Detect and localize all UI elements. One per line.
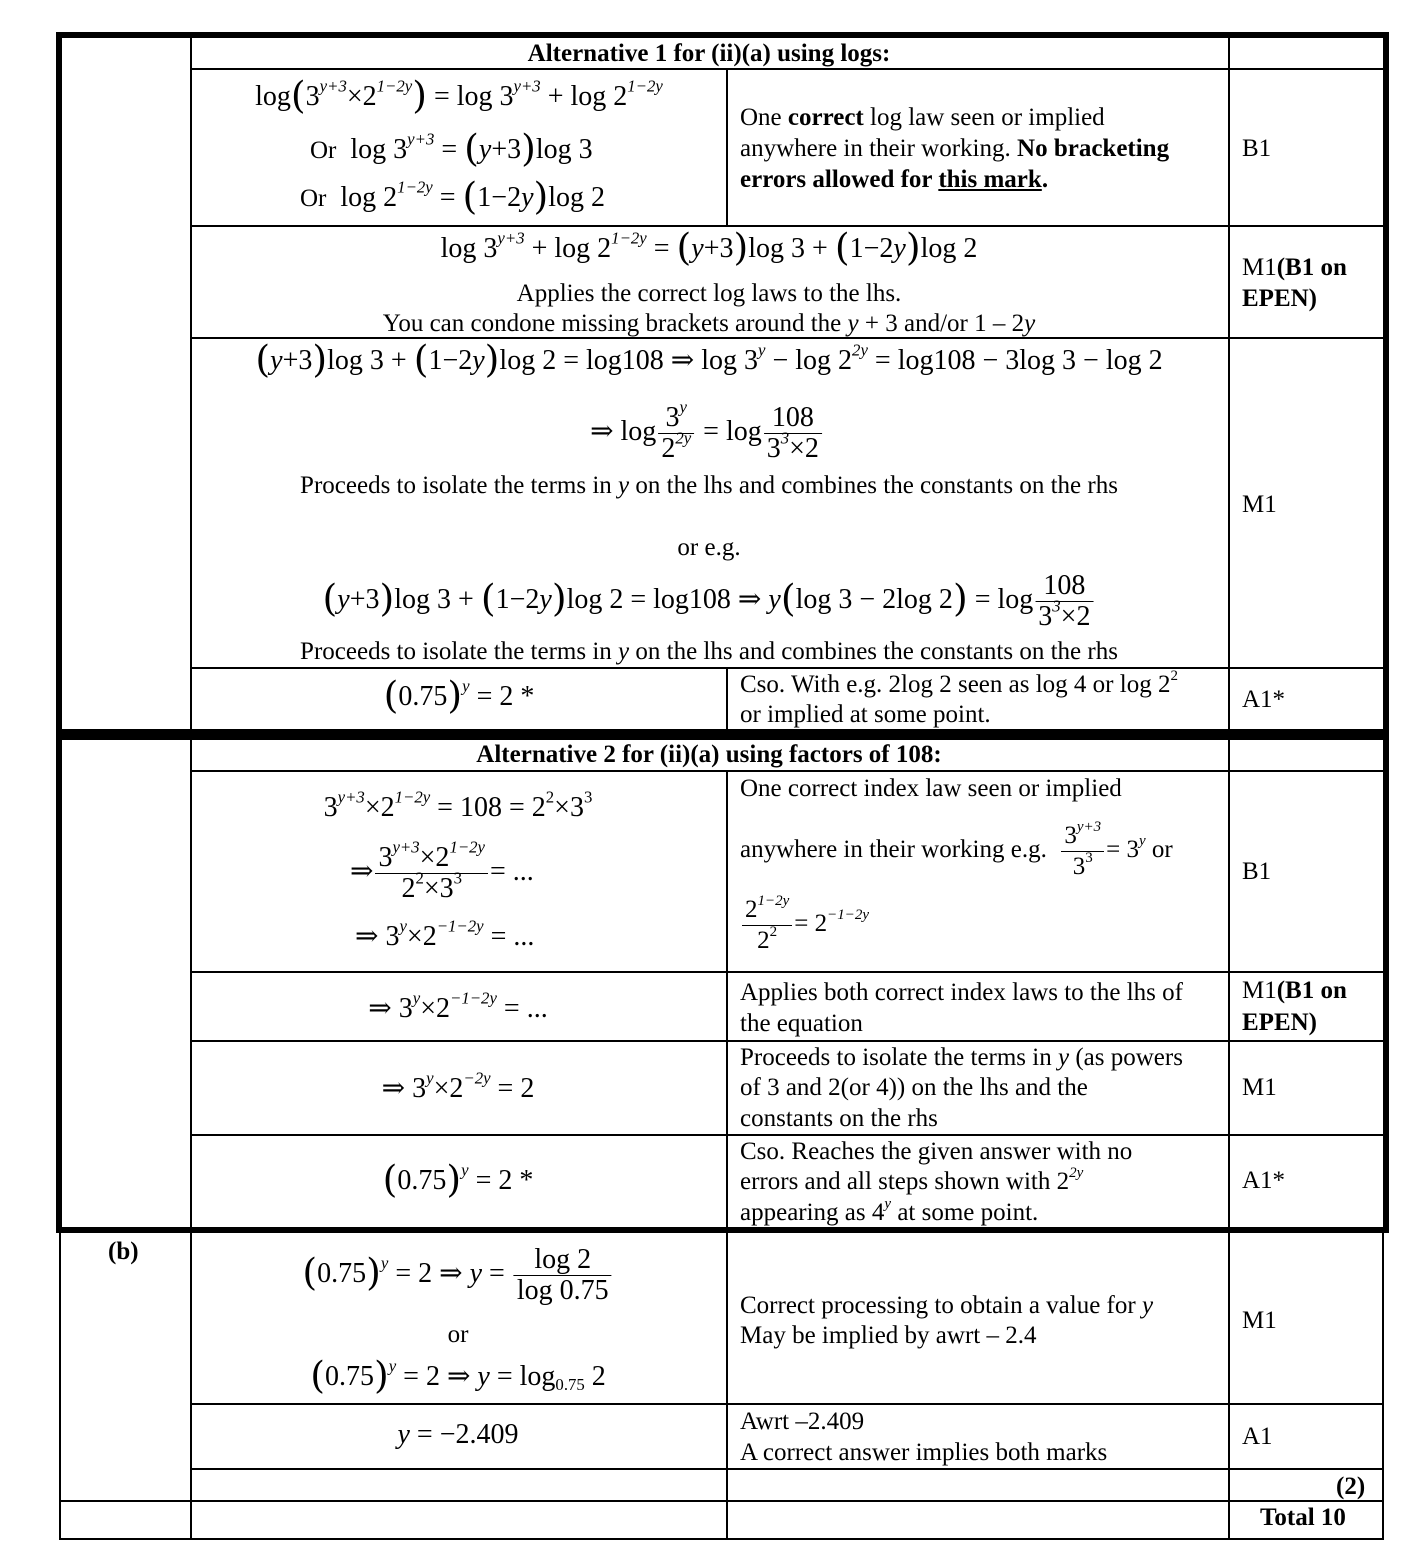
partb-left-edge (59, 1233, 61, 1540)
alt1-heading: Alternative 1 for (ii)(a) using logs: (527, 40, 891, 67)
box-right-edge (1383, 32, 1389, 1233)
part-b-label: (b) (108, 1238, 139, 1265)
alt1-row1-guidance-line1: One correct log law seen or implied (740, 104, 1105, 131)
alt2-row3-guidance-line2: of 3 and 2(or 4)) on the lhs and the (740, 1074, 1088, 1101)
alt1-row1-work-line1: $\log(3^{y+3}\times 2^{1-2y}) = \log 3^{y+3} + \log 2^{1-2y}$ (255, 73, 663, 118)
alt2-heading: Alternative 2 for (ii)(a) using factors of 108: (476, 741, 942, 768)
alt2-row2-mark-line1: M1(B1 on (1242, 977, 1347, 1004)
box-left-edge (56, 32, 62, 1233)
alt2-row1-guidance-line2: anywhere in their working e.g. $\frac{3^{y+3}}{3^3}$ = $3^y$ or (740, 818, 1173, 880)
partb-row2-mark: A1 (1242, 1423, 1273, 1450)
alt1-row2-mark-line2: EPEN) (1242, 285, 1317, 312)
alt1-row4-work: $(0.75)^y = 2$ * (383, 673, 535, 718)
col-line-1 (190, 38, 192, 1540)
part-b-subtotal: (2) (1336, 1473, 1366, 1500)
partb-row1-guidance-line2: May be implied by awrt – 2.4 (740, 1322, 1037, 1349)
alt2-row4-work: $(0.75)^y = 2$ * (382, 1157, 534, 1202)
row-line (190, 1040, 1385, 1042)
alt2-row2-work: ⇒ $3^y\times 2^{-1-2y}$ = ... (368, 988, 548, 1024)
col-line-3 (1228, 38, 1230, 1540)
partb-row2-guidance-line2: A correct answer implies both marks (740, 1439, 1108, 1466)
col-line-2a (726, 69, 728, 226)
partb-row1-guidance-line1: Correct processing to obtain a value for y (740, 1292, 1154, 1319)
alt1-row1-work-line2: Or $\log 3^{y+3} = (y+3)\log$ 3 (310, 126, 593, 171)
col-line-2d (726, 1233, 728, 1540)
partb-row1-or: or (447, 1321, 469, 1348)
alt2-row1-guidance-line3: $\frac{2^{1-2y}}{2^2}$ = $2^{-1-2y}$ (740, 894, 869, 956)
partb-right-edge (1382, 1233, 1384, 1540)
alt1-box-top (56, 32, 1389, 38)
alt1-row3-mark: M1 (1242, 491, 1277, 518)
alt2-row4-guidance-line2: errors and all steps shown with $2^{2y}$ (740, 1165, 1084, 1195)
partb-row1-work-line2: $(0.75)^y = 2$ ⇒ $y = \log_{0.75} 2$ (310, 1353, 606, 1398)
alt1-row3-or-eg: or e.g. (677, 534, 741, 561)
partb-row2-guidance-line1: Awrt –2.409 (740, 1408, 865, 1435)
table-bottom (59, 1538, 1384, 1540)
alt1-row1-work-line3: Or $\log 2^{1-2y} = (1-2y)\log$ 2 (300, 174, 606, 219)
alt2-row2-guidance-line2: the equation (740, 1010, 863, 1037)
alt1-row2-note-line1: Applies the correct log laws to the lhs. (516, 280, 902, 307)
alt1-row4-guidance-line2: or implied at some point. (740, 701, 991, 728)
alt2-row3-mark: M1 (1242, 1074, 1277, 1101)
partb-row2-work: y = −2.409 (397, 1419, 519, 1450)
row-line (190, 1468, 1384, 1470)
alt2-row1-work-line1: $3^{y+3}\times 2^{1-2y} = 108 = 2^2\times 3^3$ (323, 787, 593, 823)
alt1-row3-note-line2: Proceeds to isolate the terms in y on the lhs and combines the constants on the rhs (300, 638, 1118, 665)
alt1-row2-work-line1: $\log 3^{y+3} + \log 2^{1-2y} = (y+3)\log$ 3 + (1−2y)log 2 (440, 225, 978, 270)
partb-row1-mark: M1 (1242, 1307, 1277, 1334)
alt2-row4-mark: A1* (1242, 1167, 1286, 1194)
row-line (190, 1403, 1384, 1405)
alt1-row1-guidance-line2: anywhere in their working. No bracketing (740, 135, 1170, 162)
alt1-row1-mark: B1 (1242, 135, 1272, 162)
alt2-box-bottom (56, 1227, 1389, 1233)
row-line (190, 225, 1385, 227)
alt1-row2-note-line2: You can condone missing brackets around the y + 3 and/or 1 – 2y (382, 310, 1036, 337)
alt2-row3-work: ⇒ $3^y\times 2^{-2y} = 2$ (381, 1068, 535, 1104)
alt2-row4-guidance-line3: appearing as 4$^y$ at some point. (740, 1196, 1039, 1226)
row-line (190, 971, 1385, 973)
row-line (190, 1134, 1385, 1136)
col-line-2b (726, 668, 728, 729)
question-total: Total 10 (1260, 1504, 1346, 1531)
alt2-row1-mark: B1 (1242, 858, 1272, 885)
col-line-2c (726, 771, 728, 1227)
alt1-row3-work-line1: (y+3)log 3 + (1−2y)log 2 = log108 ⇒ $\log 3^y - \log 2^{2y} = \log 108 - 3\log$ 3 − log 2 (255, 337, 1163, 382)
alt1-row3-work-line3: (y+3)log 3 + (1−2y)log 2 = log108 ⇒ y(log 3 − 2log 2) = log $\frac{108}{3^3\times 2}$ (323, 570, 1096, 632)
row-line (190, 667, 1385, 669)
alt2-row1-guidance-line1: One correct index law seen or implied (740, 775, 1122, 802)
alt2-row2-guidance-line1: Applies both correct index laws to the lhs of (740, 979, 1183, 1006)
alt1-row3-note-line1: Proceeds to isolate the terms in y on the lhs and combines the constants on the rhs (300, 472, 1118, 499)
partb-row1-work-line1: $(0.75)^y = 2$ ⇒ y = $\frac{\log 2}{\log 0.75}$ (302, 1244, 613, 1306)
alt1-row3-work-line2: ⇒ log $\frac{3^y}{2^{2y}}$ = log $\frac{108}{3^3\times 2}$ (590, 402, 824, 464)
row-line (59, 1500, 1384, 1502)
alt2-row1-work-line3: ⇒ $3^y\times 2^{-1-2y}$ = ... (355, 916, 535, 952)
alt2-row1-work-line2: ⇒ $\frac{3^{y+3}\times 2^{1-2y}}{2^2\times 3^3}$ = ... (350, 837, 534, 905)
alt2-row4-guidance-line1: Cso. Reaches the given answer with no (740, 1138, 1133, 1165)
alt1-row1-guidance-line3: errors allowed for this mark. (740, 166, 1049, 193)
alt1-row2-mark-line1: M1(B1 on (1242, 254, 1347, 281)
alt1-row4-mark: A1* (1242, 686, 1286, 713)
alt2-row3-guidance-line3: constants on the rhs (740, 1105, 938, 1132)
row-line (190, 770, 1385, 772)
alt2-row2-mark-line2: EPEN) (1242, 1009, 1317, 1036)
alt2-row3-guidance-line1: Proceeds to isolate the terms in y (as powers (740, 1044, 1183, 1071)
alt1-row4-guidance-line1: Cso. With e.g. 2log 2 seen as log 4 or $\log 2^2$ (740, 668, 1178, 698)
